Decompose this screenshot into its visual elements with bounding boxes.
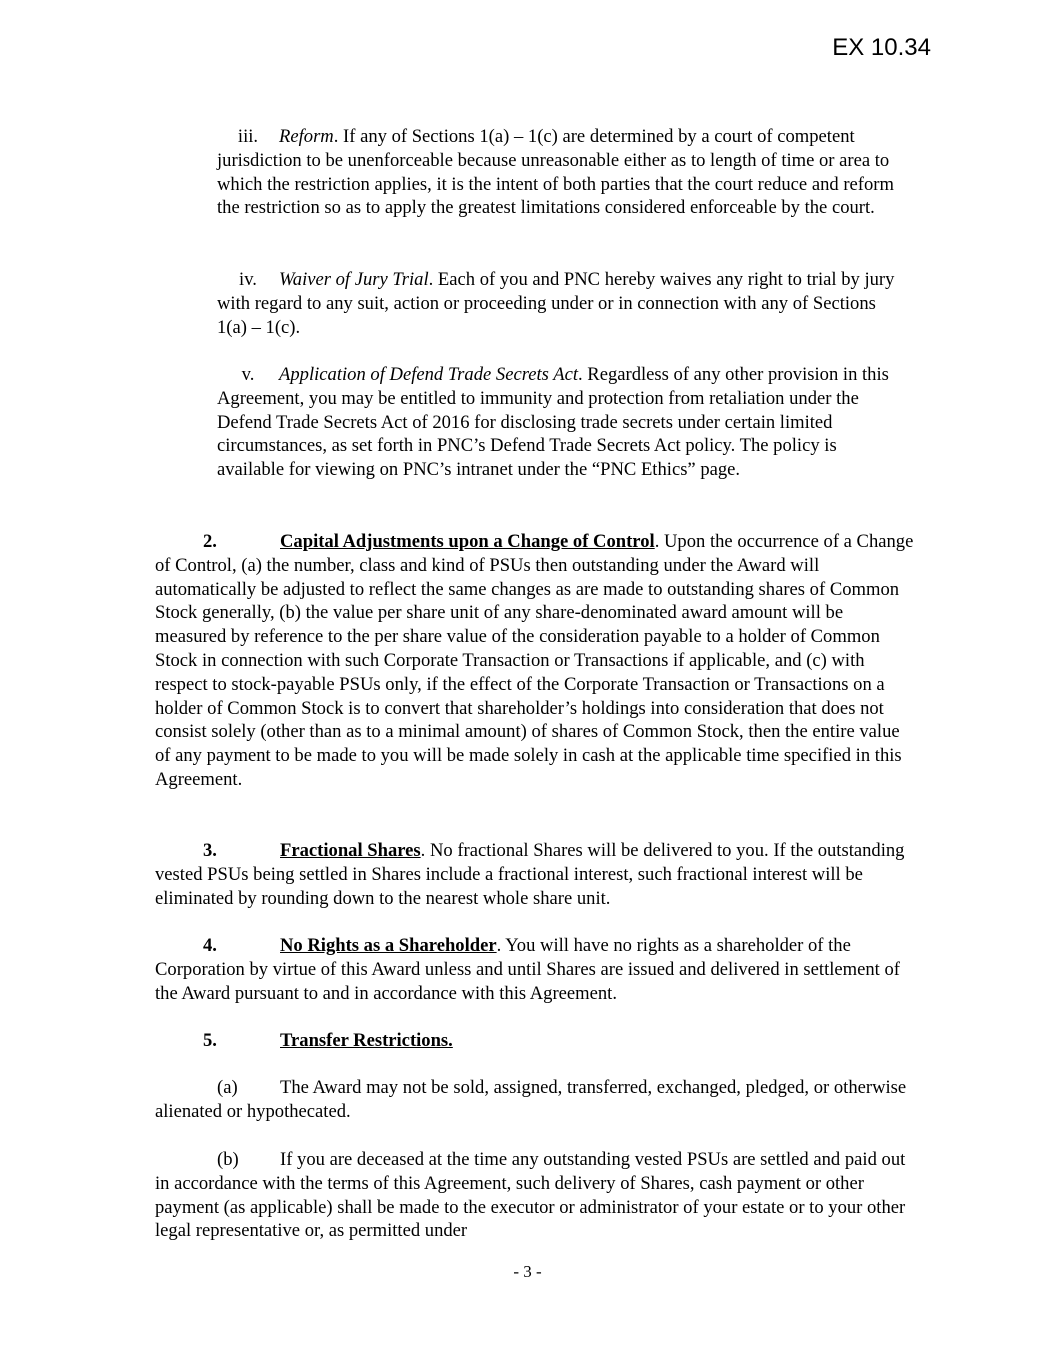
subsection-text: . Each of you and PNC hereby waives any right to trial by jury with regard to any suit, action or proceeding under or in connection with any of Sections 1(a) – 1(c). (217, 269, 895, 338)
section-heading: Capital Adjustments upon a Change of Control (280, 531, 655, 552)
section-text: . No fractional Shares will be delivered to you. If the outstanding vested PSUs being settled in Shares include a fractional interest, such fractional interest will be eliminated by rounding down to the nearest whole share unit. (155, 840, 905, 909)
section-heading: Fractional Shares (280, 840, 421, 861)
section-heading: Transfer Restrictions. (280, 1030, 453, 1051)
page-number: - 3 - (513, 1262, 542, 1281)
section-number: 2. (203, 531, 217, 552)
subsection-title: Application of Defend Trade Secrets Act (279, 364, 578, 385)
subsection-text: . If any of Sections 1(a) – 1(c) are determined by a court of competent jurisdiction to be unenforceable because unreasonable either as to length of time or area to which the restriction applies, it is the intent of both parties that the court reduce and reform the restriction so as to apply the greatest limitations considered enforceable by the court. (217, 126, 894, 219)
subsection-marker: iv. (239, 269, 257, 290)
section-number: 5. (203, 1030, 217, 1051)
subsection-defend-trade-secrets (217, 363, 907, 482)
section-text: . Upon the occurrence of a Change of Control, (a) the number, class and kind of PSUs then outstanding under the Award will automatically be adjusted to reflect the same changes as are made to outstanding shares of Common Stock generally, (b) the value per share unit of any share-denominated award amount will be measured by reference to the per share value of the consideration payable to a holder of Common Stock in connection with such Corporate Transaction or Transactions if applicable, and (c) with respect to stock-payable PSUs only, if the effect of the Corporate Transaction or Transactions on a holder of Common Stock is to convert that shareholder’s holdings into consideration that does not consist solely (other than as to a minimal amount) of shares of Common Stock, then the entire value of any payment to be made to you will be made solely in cash at the applicable time specified in this Agreement. (155, 531, 914, 790)
clause-b (155, 1148, 915, 1243)
section-fractional-shares (155, 839, 915, 910)
clause-marker: (a) (217, 1077, 238, 1098)
section-no-rights-as-shareholder (155, 934, 915, 1005)
section-capital-adjustments (155, 530, 915, 792)
clause-marker: (b) (217, 1149, 239, 1170)
exhibit-label: EX 10.34 (832, 34, 931, 61)
subsection-reform (217, 125, 907, 220)
clause-text: If you are deceased at the time any outstanding vested PSUs are settled and paid out in accordance with the terms of this Agreement, such delivery of Shares, cash payment or other payment (as applicable) shall be made to the executor or administrator of your estate or to your other legal representative or, as permitted under (155, 1149, 906, 1242)
section-number: 4. (203, 935, 217, 956)
subsection-waiver-of-jury-trial (217, 268, 907, 339)
subsection-marker: iii. (237, 126, 259, 147)
section-number: 3. (203, 840, 217, 861)
section-heading: No Rights as a Shareholder (280, 935, 497, 956)
clause-a (155, 1076, 915, 1124)
subsection-text: . Regardless of any other provision in this Agreement, you may be entitled to immunity and protection from retaliation under the Defend Trade Secrets Act of 2016 for disclosing trade secrets under certain limited circumstances, as set forth in PNC’s Defend Trade Secrets Act policy. The policy is available for viewing on PNC’s intranet under the “PNC Ethics” page. (217, 364, 889, 481)
section-transfer-restrictions (155, 1029, 915, 1053)
subsection-title: Reform (279, 126, 334, 147)
clause-text: The Award may not be sold, assigned, transferred, exchanged, pledged, or otherwise alienated or hypothecated. (155, 1077, 907, 1122)
subsection-marker: v. (241, 364, 255, 385)
section-text: . You will have no rights as a shareholder of the Corporation by virtue of this Award unless and until Shares are issued and delivered in settlement of the Award pursuant to and in accordance with this Agreement. (155, 935, 900, 1004)
subsection-title: Waiver of Jury Trial (279, 269, 429, 290)
